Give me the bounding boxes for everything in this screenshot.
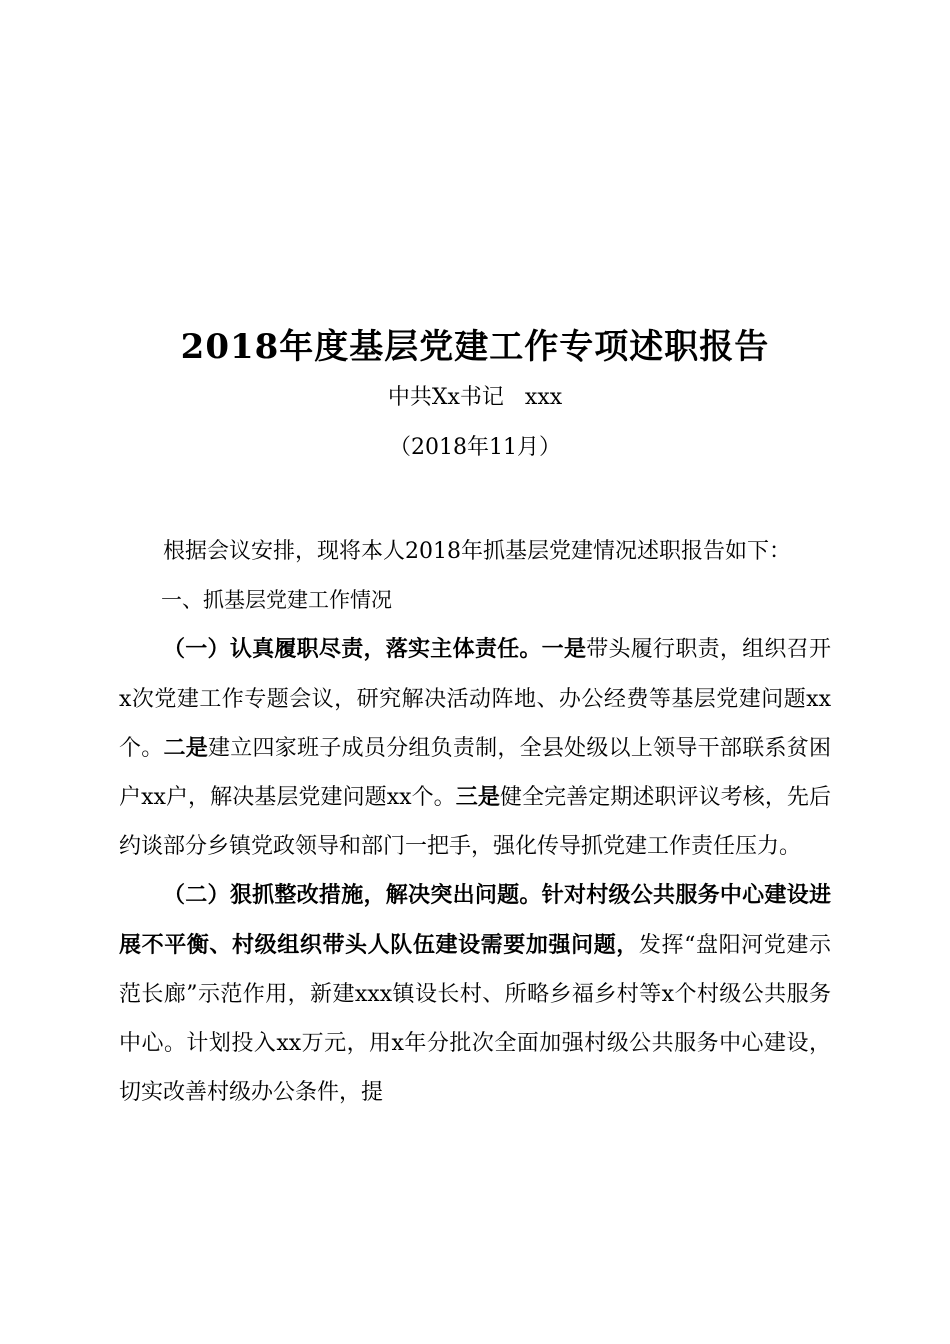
paragraph-rectification [119, 871, 831, 1117]
paragraph-text: 发挥“盘阳河党建示范长廊”示范作用，新建xxx镇设长村、所略乡福乡村等x个村级公共服务中心。计划投入xx万元，用x年分批次全面加强村级公共服务中心建设，切实改善村级办公条件，提 [119, 932, 831, 1106]
document-date: （2018年11月） [389, 435, 561, 460]
enum-marker: 二是 [163, 734, 209, 761]
document-body [119, 527, 831, 1117]
subsection-heading: （一）认真履职尽责，落实主体责任。 [163, 636, 542, 663]
enum-marker: 一是 [541, 636, 587, 663]
paragraph-text: 健全完善定期述职评议考核，先后约谈部分乡镇党政领导和部门一把手，强化传导抓党建工作责任压力。 [119, 785, 831, 860]
enum-marker: 三是 [455, 784, 500, 811]
subsection-heading: （二）狠抓整改措施，解决突出问题。 [163, 882, 542, 909]
document-title: 2018年度基层党建工作专项述职报告 [180, 327, 770, 367]
paragraph-text: 带头履行职责，组织召开x次党建工作专题会议，研究解决活动阵地、办公经费等基层党建问题xx个。 [119, 637, 831, 761]
paragraph-responsibility [119, 625, 831, 871]
paragraph-text: 建立四家班子成员分组负责制，全县处级以上领导干部联系贫困户xx户，解决基层党建问题xx个。 [119, 735, 831, 811]
author-byline: 中共Xx书记 xxx [387, 385, 563, 410]
section-heading: 一、抓基层党建工作情况 [161, 588, 392, 613]
paragraph-bold-text: 针对村级公共服务中心建设进展不平衡、村级组织带头人队伍建设需要加强问题， [119, 882, 831, 958]
intro-paragraph: 根据会议安排，现将本人2018年抓基层党建情况述职报告如下： [163, 539, 791, 564]
